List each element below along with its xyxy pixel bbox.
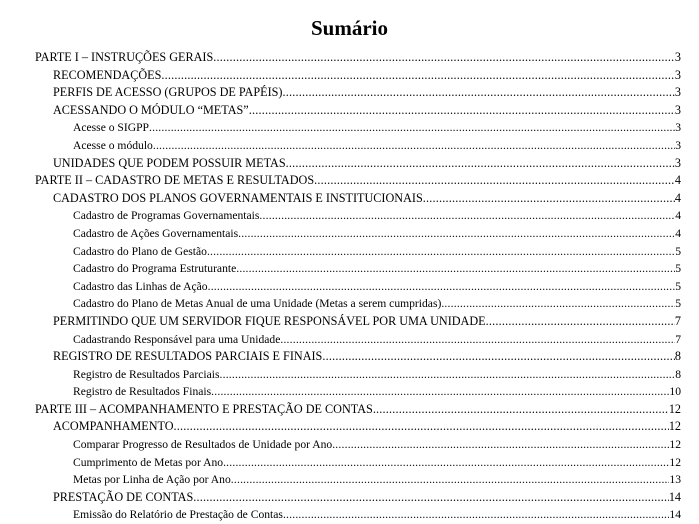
toc-entry-label: Cadastro de Ações Governamentais [73, 226, 239, 240]
toc-page-number: 3 [674, 85, 681, 100]
toc-entry-label: ACOMPANHAMENTO [53, 419, 174, 434]
toc-entry[interactable] [35, 190, 681, 208]
toc-entry[interactable] [35, 366, 681, 384]
toc-page-number: 3 [675, 138, 681, 152]
toc-entry[interactable] [35, 67, 681, 85]
toc-entry-label: Cadastro de Programas Governamentais [73, 209, 260, 223]
toc-dot-leader [373, 401, 669, 419]
toc-entry[interactable] [35, 260, 681, 278]
toc-dot-leader [193, 489, 669, 507]
toc-entry[interactable] [35, 471, 681, 489]
toc-dot-leader [211, 383, 669, 401]
toc-dot-leader [249, 102, 675, 120]
toc-entry[interactable] [35, 278, 681, 296]
toc-entry-label: REGISTRO DE RESULTADOS PARCIAIS E FINAIS [53, 349, 323, 364]
toc-dot-leader [208, 278, 676, 296]
toc-page-number: 14 [669, 508, 681, 522]
toc-page-number: 12 [668, 419, 681, 434]
toc-entry-label: Cumprimento de Metas por Ano [73, 455, 224, 469]
toc-entry[interactable] [35, 313, 681, 331]
toc-entry[interactable] [35, 102, 681, 120]
toc-entry-label: ACESSANDO O MÓDULO “METAS” [53, 102, 249, 117]
toc-entry[interactable] [35, 225, 681, 243]
toc-page-number: 3 [675, 121, 681, 135]
toc-entry[interactable] [35, 331, 681, 349]
toc-page-number: 12 [669, 438, 681, 452]
toc-page-number: 5 [675, 244, 681, 258]
toc-entry[interactable] [35, 84, 681, 102]
toc-entry-label: Cadastro do Programa Estruturante [73, 262, 237, 276]
toc-dot-leader [441, 295, 675, 313]
toc-entry[interactable] [35, 436, 681, 454]
toc-page-number: 4 [675, 226, 681, 240]
toc-page-number: 5 [675, 297, 681, 311]
toc-page-number: 4 [675, 209, 681, 223]
toc-entry-label: Cadastro do Plano de Gestão [73, 244, 207, 258]
toc-dot-leader [231, 471, 670, 489]
toc-page-number: 3 [674, 50, 681, 64]
toc-dot-leader [282, 84, 674, 102]
toc-dot-leader [213, 49, 675, 67]
toc-page-number: 12 [668, 401, 681, 416]
toc-dot-leader [149, 119, 675, 137]
toc-page-number: 4 [674, 173, 681, 188]
toc-entry[interactable] [35, 348, 681, 366]
toc-entry-label: PARTE I – INSTRUÇÕES GERAIS [35, 50, 214, 64]
toc-dot-leader [220, 366, 676, 384]
toc-dot-leader [314, 172, 675, 190]
toc-entry[interactable] [35, 506, 681, 524]
toc-entry[interactable] [35, 295, 681, 313]
toc-page-number: 13 [669, 473, 681, 487]
toc-entry[interactable] [35, 418, 681, 436]
toc-dot-leader [332, 436, 669, 454]
toc-dot-leader [259, 207, 675, 225]
toc-entry[interactable] [35, 172, 681, 190]
toc-page-number: 8 [675, 367, 681, 381]
toc-entry[interactable] [35, 119, 681, 137]
toc-entry-label: PARTE III – ACOMPANHAMENTO E PRESTAÇÃO DE CONTAS [35, 401, 373, 416]
toc-page-number: 10 [669, 385, 681, 399]
toc-entry[interactable] [35, 454, 681, 472]
toc-entry-label: CADASTRO DOS PLANOS GOVERNAMENTAIS E INSTITUCIONAIS [53, 190, 423, 205]
toc-entry-label: UNIDADES QUE PODEM POSSUIR METAS [53, 155, 286, 170]
toc-page-number: 7 [675, 332, 681, 346]
toc-entry-label: Cadastrando Responsável para uma Unidade [73, 332, 281, 346]
toc-entry-label: Comparar Progresso de Resultados de Unidade por Ano [73, 438, 333, 452]
toc-entry[interactable] [35, 137, 681, 155]
toc-entry[interactable] [35, 243, 681, 261]
toc-dot-leader [322, 348, 675, 366]
toc-entry-label: PRESTAÇÃO DE CONTAS [53, 489, 194, 504]
toc-dot-leader [174, 418, 669, 436]
toc-page-number: 5 [675, 279, 681, 293]
toc-page-number: 3 [674, 102, 681, 117]
toc-dot-leader [223, 454, 669, 472]
toc-page-number: 7 [674, 313, 681, 328]
toc-dot-leader [423, 190, 675, 208]
toc-page-number: 3 [674, 67, 681, 82]
toc-entry-label: RECOMENDAÇÕES [53, 67, 162, 82]
toc-dot-leader [486, 313, 675, 331]
toc-entry[interactable] [35, 207, 681, 225]
toc-dot-leader [238, 225, 675, 243]
toc-dot-leader [207, 243, 675, 261]
toc-entry-label: Registro de Resultados Parciais [73, 367, 220, 381]
toc-entry-label: Emissão do Relatório de Prestação de Contas [73, 508, 283, 522]
table-of-contents [35, 49, 681, 524]
toc-dot-leader [286, 155, 675, 173]
toc-entry-label: PERMITINDO QUE UM SERVIDOR FIQUE RESPONSÁVEL POR UMA UNIDADE [53, 313, 486, 328]
toc-entry-label: PERFIS DE ACESSO (GRUPOS DE PAPÉIS) [53, 85, 283, 100]
toc-entry[interactable] [35, 383, 681, 401]
toc-page-number: 14 [668, 489, 681, 504]
toc-entry[interactable] [35, 49, 681, 67]
toc-page-number: 8 [674, 349, 681, 364]
toc-dot-leader [236, 260, 675, 278]
toc-entry-label: PARTE II – CADASTRO DE METAS E RESULTADOS [35, 173, 315, 188]
toc-entry[interactable] [35, 489, 681, 507]
toc-page-number: 12 [669, 455, 681, 469]
toc-page-number: 4 [674, 190, 681, 205]
toc-page-number: 5 [675, 262, 681, 276]
toc-entry-label: Cadastro das Linhas de Ação [73, 279, 208, 293]
toc-entry-label: Metas por Linha de Ação por Ano [73, 473, 231, 487]
toc-page-number: 3 [674, 155, 681, 170]
toc-entry-label: Cadastro do Plano de Metas Anual de uma Unidade (Metas a serem cumpridas) [73, 297, 442, 311]
toc-dot-leader [283, 506, 669, 524]
toc-dot-leader [280, 331, 675, 349]
page-title: Sumário [310, 16, 388, 40]
toc-entry[interactable] [35, 155, 681, 173]
toc-entry-label: Acesse o módulo [73, 138, 153, 152]
toc-entry-label: Registro de Resultados Finais [73, 385, 212, 399]
toc-dot-leader [161, 67, 675, 85]
toc-dot-leader [153, 137, 675, 155]
toc-entry[interactable] [35, 401, 681, 419]
toc-entry-label: Acesse o SIGPP [73, 121, 150, 135]
